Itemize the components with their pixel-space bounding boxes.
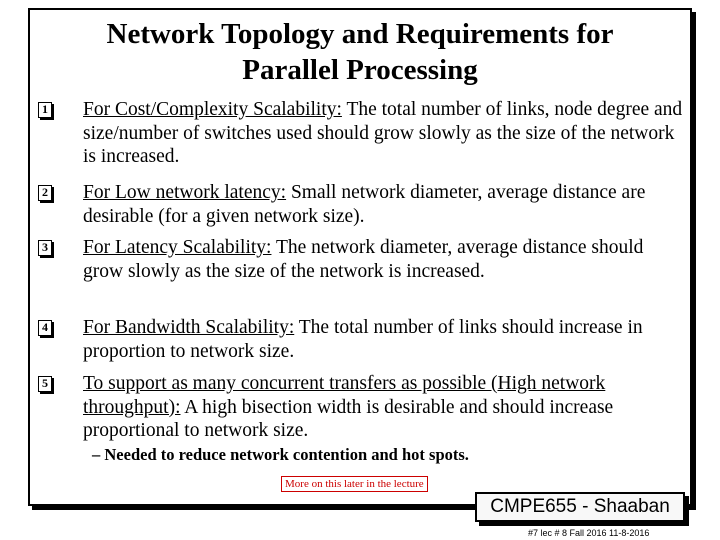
item-number-badge: 5 — [38, 376, 52, 392]
item-body: The total number of links should increase in proportion to network size. — [83, 317, 643, 362]
lecture-note-label: More on this later in the lecture — [281, 476, 428, 492]
item-number-badge: 3 — [38, 240, 52, 256]
slide-title — [40, 16, 680, 88]
item-text — [83, 372, 683, 443]
item-text — [83, 236, 683, 283]
slide-meta: #7 lec # 8 Fall 2016 11-8-2016 — [528, 528, 650, 538]
item-body: A high bisection width is desirable and should increase proportional to network size. — [83, 396, 614, 441]
item-number-badge: 1 — [38, 102, 52, 118]
item-text — [83, 181, 683, 228]
sub-bullet: – Needed to reduce network contention and hot spots. — [92, 445, 469, 464]
item-heading: For Latency Scalability: — [83, 237, 272, 258]
item-text — [83, 316, 683, 363]
item-body: The total number of links, node degree and size/number of switches used should grow slowly as the size of the network is increased. — [83, 99, 683, 167]
item-number-badge: 2 — [38, 185, 52, 201]
item-body: The network diameter, average distance should grow slowly as the size of the network is increased. — [83, 237, 644, 282]
item-heading: To support as many concurrent transfers as possible (High network throughput): — [83, 373, 606, 418]
title-line-2: Parallel Processing — [242, 54, 478, 86]
item-heading: For Low network latency: — [83, 182, 287, 203]
item-number-badge: 4 — [38, 320, 52, 336]
item-heading: For Bandwidth Scalability: — [83, 317, 295, 338]
item-body: Small network diameter, average distance are desirable (for a given network size). — [83, 182, 646, 227]
title-line-1: Network Topology and Requirements for — [106, 18, 614, 50]
course-footer-label: CMPE655 - Shaaban — [475, 492, 685, 522]
item-heading: For Cost/Complexity Scalability: — [83, 99, 342, 120]
item-text — [83, 98, 683, 169]
